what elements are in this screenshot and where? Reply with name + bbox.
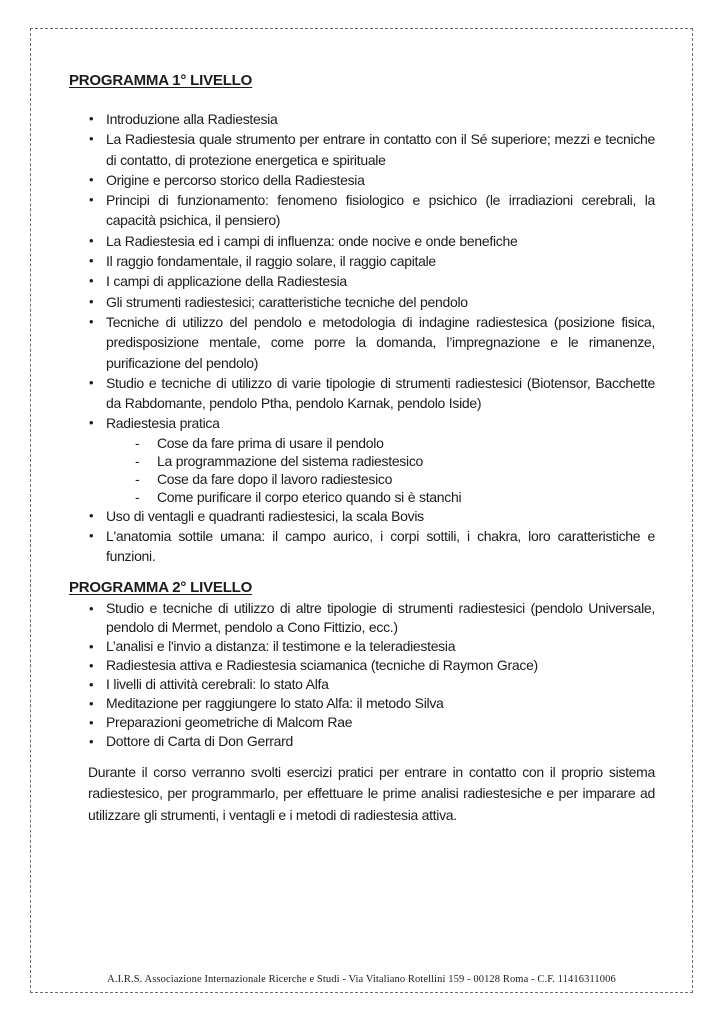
list-item-text: Studio e tecniche di utilizzo di varie tipologie di strumenti radiestesici (Biotensor, Bacchette da Rabdomante, pendolo Ptha, pendolo Karnak, pendolo Iside) (106, 374, 655, 412)
bullet-icon: • (89, 600, 94, 616)
bullet-icon: • (89, 293, 94, 309)
list-item-text: Preparazioni geometriche di Malcom Rae (106, 713, 353, 730)
list-item (69, 251, 655, 271)
bullet-icon: • (89, 507, 94, 523)
bullet-icon: • (89, 313, 94, 329)
list-item (69, 488, 655, 506)
list-item-text: L’analisi e l'invio a distanza: il testimone e la teleradiestesia (106, 637, 456, 654)
list-item (69, 373, 655, 414)
list-item-text: Principi di funzionamento: fenomeno fisiologico e psichico (le irradiazioni cerebrali, la capacità psichica, il pensiero) (106, 192, 655, 229)
list-item-text: Uso di ventagli e quadranti radiestesici, la scala Bovis (106, 507, 424, 524)
dash-icon: - (135, 488, 140, 505)
document-content (69, 72, 655, 827)
list-item-text: Studio e tecniche di utilizzo di altre tipologie di strumenti radiestesici (pendolo Universale, pendolo di Mermet, pendolo a Cono Fittizio, ecc.) (106, 599, 655, 635)
list-item (69, 434, 655, 452)
list-item (69, 109, 655, 129)
list-item (69, 129, 655, 170)
list-item-text: Introduzione alla Radiestesia (106, 111, 278, 127)
bullet-icon: • (89, 171, 94, 187)
list-item (69, 506, 655, 526)
closing-paragraph: Durante il corso verranno svolti esercizi pratici per entrare in contatto con il proprio sistema radiestesico, per programmarlo, per effettuare le prime analisi radiestesiche e per imparare ad utilizzare gli strumenti, i ventagli e i metodi di radiestesia attiva. (88, 763, 655, 824)
list-item-text: Tecniche di utilizzo del pendolo e metodologia di indagine radiestesica (posizione fisica, predisposizione mentale, come porre la domanda, l’impregnazione e le rimanenze, purificazione del pendolo) (106, 313, 655, 371)
bullet-icon: • (89, 657, 94, 673)
bullet-icon: • (89, 638, 94, 654)
bullet-icon: • (89, 232, 94, 248)
dash-icon: - (135, 434, 140, 451)
list-item (69, 231, 655, 251)
list-item (69, 637, 655, 656)
bullet-icon: • (89, 695, 94, 711)
footer-text: A.I.R.S. Associazione Internazionale Ricerche e Studi - Via Vitaliano Rotellini 159 - 00128 Roma - C.F. 11416311006 (107, 974, 616, 985)
list-item (69, 170, 655, 190)
bullet-icon: • (89, 131, 94, 147)
section-1-title: PROGRAMMA 1° LIVELLO (69, 72, 253, 89)
list-item (69, 312, 655, 373)
list-item (69, 470, 655, 488)
bullet-icon: • (89, 273, 94, 289)
list-item (69, 292, 655, 312)
list-item-text: Origine e percorso storico della Radiestesia (106, 171, 365, 188)
list-item-text: Cose da fare dopo il lavoro radiestesico (157, 470, 393, 487)
list-item (69, 694, 655, 713)
bullet-icon: • (89, 374, 94, 390)
list-item-text: La Radiestesia quale strumento per entrare in contatto con il Sé superiore; mezzi e tecniche di contatto, di protezione energetica e spirituale (106, 131, 655, 168)
list-item-text: Dottore di Carta di Don Gerrard (106, 732, 294, 749)
bullet-icon: • (89, 733, 94, 749)
list-item-text: Il raggio fondamentale, il raggio solare, il raggio capitale (106, 253, 436, 270)
list-item (69, 271, 655, 291)
bullet-icon: • (89, 676, 94, 692)
bullet-icon: • (89, 192, 94, 208)
list-item-text: Gli strumenti radiestesici; caratteristiche tecniche del pendolo (106, 293, 468, 310)
bullet-icon: • (89, 253, 94, 269)
section-2-list (69, 599, 655, 751)
list-item-text: Meditazione per raggiungere lo stato Alfa: il metodo Silva (106, 694, 444, 711)
page-border (30, 28, 693, 993)
section-1-list (69, 109, 655, 567)
list-item (69, 526, 655, 567)
list-item-text: I livelli di attività cerebrali: lo stato Alfa (106, 675, 329, 692)
list-item (69, 732, 655, 751)
dash-icon: - (135, 452, 140, 469)
list-item-text: La programmazione del sistema radiestesico (157, 452, 423, 469)
list-item (69, 413, 655, 433)
list-item-text: Radiestesia attiva e Radiestesia sciamanica (tecniche di Raymon Grace) (106, 656, 538, 673)
list-item (69, 190, 655, 231)
list-item (69, 675, 655, 694)
bullet-icon: • (89, 415, 94, 431)
list-item (69, 656, 655, 675)
bullet-icon: • (89, 528, 94, 544)
list-item-text: L'anatomia sottile umana: il campo aurico, i corpi sottili, i chakra, loro caratteristiche e funzioni. (106, 528, 655, 565)
list-item-text: I campi di applicazione della Radiestesia (106, 273, 347, 290)
list-item (69, 599, 655, 637)
list-item-text: La Radiestesia ed i campi di influenza: onde nocive e onde benefiche (106, 232, 518, 249)
bullet-icon: • (89, 111, 94, 126)
section-2-title: PROGRAMMA 2° LIVELLO (69, 578, 253, 596)
list-item-text: Radiestesia pratica (106, 415, 220, 432)
list-item-text: Cose da fare prima di usare il pendolo (157, 434, 384, 451)
dash-icon: - (135, 470, 140, 487)
list-item (69, 713, 655, 732)
list-item (69, 452, 655, 470)
bullet-icon: • (89, 714, 94, 730)
list-item-text: Come purificare il corpo eterico quando si è stanchi (157, 488, 462, 505)
